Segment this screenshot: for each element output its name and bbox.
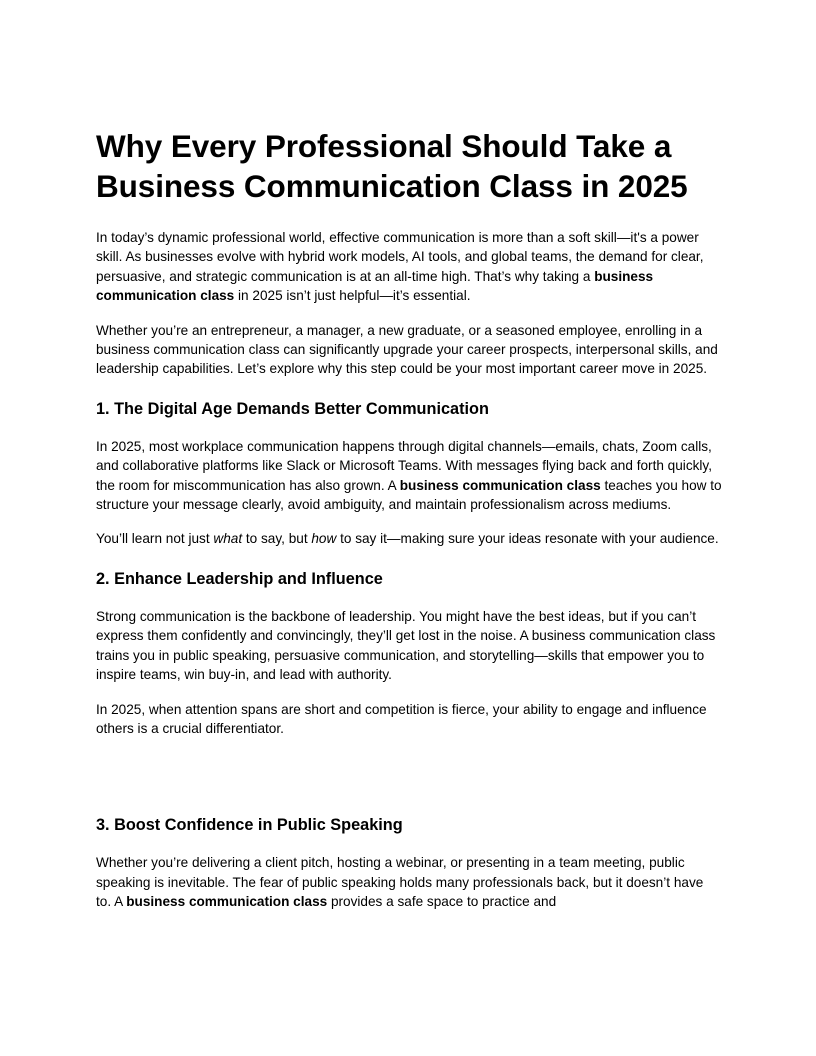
- s1-p1-bold: business communication class: [399, 477, 601, 493]
- intro-paragraph-2: Whether you’re an entrepreneur, a manager, a new graduate, or a seasoned employee, enrolling in a business communication class can significantly upgrade your career prospects, interpersonal skills, and leadership capabilities. Let’s explore why this step could be your most important career move in 2025.: [96, 322, 718, 377]
- s3-p1-text-a: Whether you’re delivering a client pitch, hosting a webinar, or presenting in a team meeting, public speaking is inevitable. The fear of public speaking holds many professionals back, but it doesn’t have to. A: [96, 855, 704, 910]
- section-1-paragraph-1: [96, 437, 722, 515]
- section-2-paragraph-1: Strong communication is the backbone of leadership. You might have the best ideas, but if you can’t express them confidently and convincingly, they’ll get lost in the noise. A business communication class trains you in public speaking, persuasive communication, and storytelling—skills that empower you to inspire teams, win buy-in, and lead with authority.: [96, 608, 716, 683]
- s3-p1-text-b: provides a safe space to practice and: [327, 894, 557, 910]
- s1-p2-text-c: to say it—making sure your ideas resonate with your audience.: [336, 531, 719, 547]
- section-1-paragraph-2: [96, 529, 722, 548]
- section-1-heading: 1. The Digital Age Demands Better Communication: [96, 399, 489, 418]
- section-3-paragraph-1: [96, 853, 722, 911]
- s1-p2-italic-what: what: [213, 531, 243, 547]
- intro-p1-text-a: In today’s dynamic professional world, effective communication is more than a soft skill—it's a power skill. As businesses evolve with hybrid work models, AI tools, and global teams, the demand for clear, persuasive, and strategic communication is at an all-time high. That’s why taking a: [96, 230, 704, 284]
- s3-p1-bold: business communication class: [126, 894, 328, 910]
- document-page: [96, 126, 722, 927]
- s1-p2-italic-how: how: [311, 531, 337, 547]
- intro-paragraph-1: [96, 228, 722, 306]
- intro-p1-text-b: in 2025 isn’t just helpful—it’s essential.: [234, 288, 471, 304]
- s1-p2-text-b: to say, but: [242, 531, 312, 547]
- intro-p1-bold: business communication class: [96, 268, 654, 304]
- s1-p1-text-b: teaches you how to structure your message clearly, avoid ambiguity, and maintain professionalism across mediums.: [96, 477, 722, 513]
- s1-p2-text-a: You’ll learn not just: [96, 531, 214, 547]
- s1-p1-text-a: In 2025, most workplace communication happens through digital channels—emails, chats, Zoom calls, and collaborative platforms like Slack or Microsoft Teams. With messages flying back and forth quickly, the room for miscommunication has also grown. A: [96, 438, 712, 493]
- section-2-paragraph-2: In 2025, when attention spans are short and competition is fierce, your ability to engage and influence others is a crucial differentiator.: [96, 701, 707, 736]
- page-title: Why Every Professional Should Take a Business Communication Class in 2025: [96, 128, 688, 204]
- section-3-heading: 3. Boost Confidence in Public Speaking: [96, 816, 403, 835]
- section-spacer: [96, 753, 722, 795]
- section-2-heading: 2. Enhance Leadership and Influence: [96, 569, 383, 588]
